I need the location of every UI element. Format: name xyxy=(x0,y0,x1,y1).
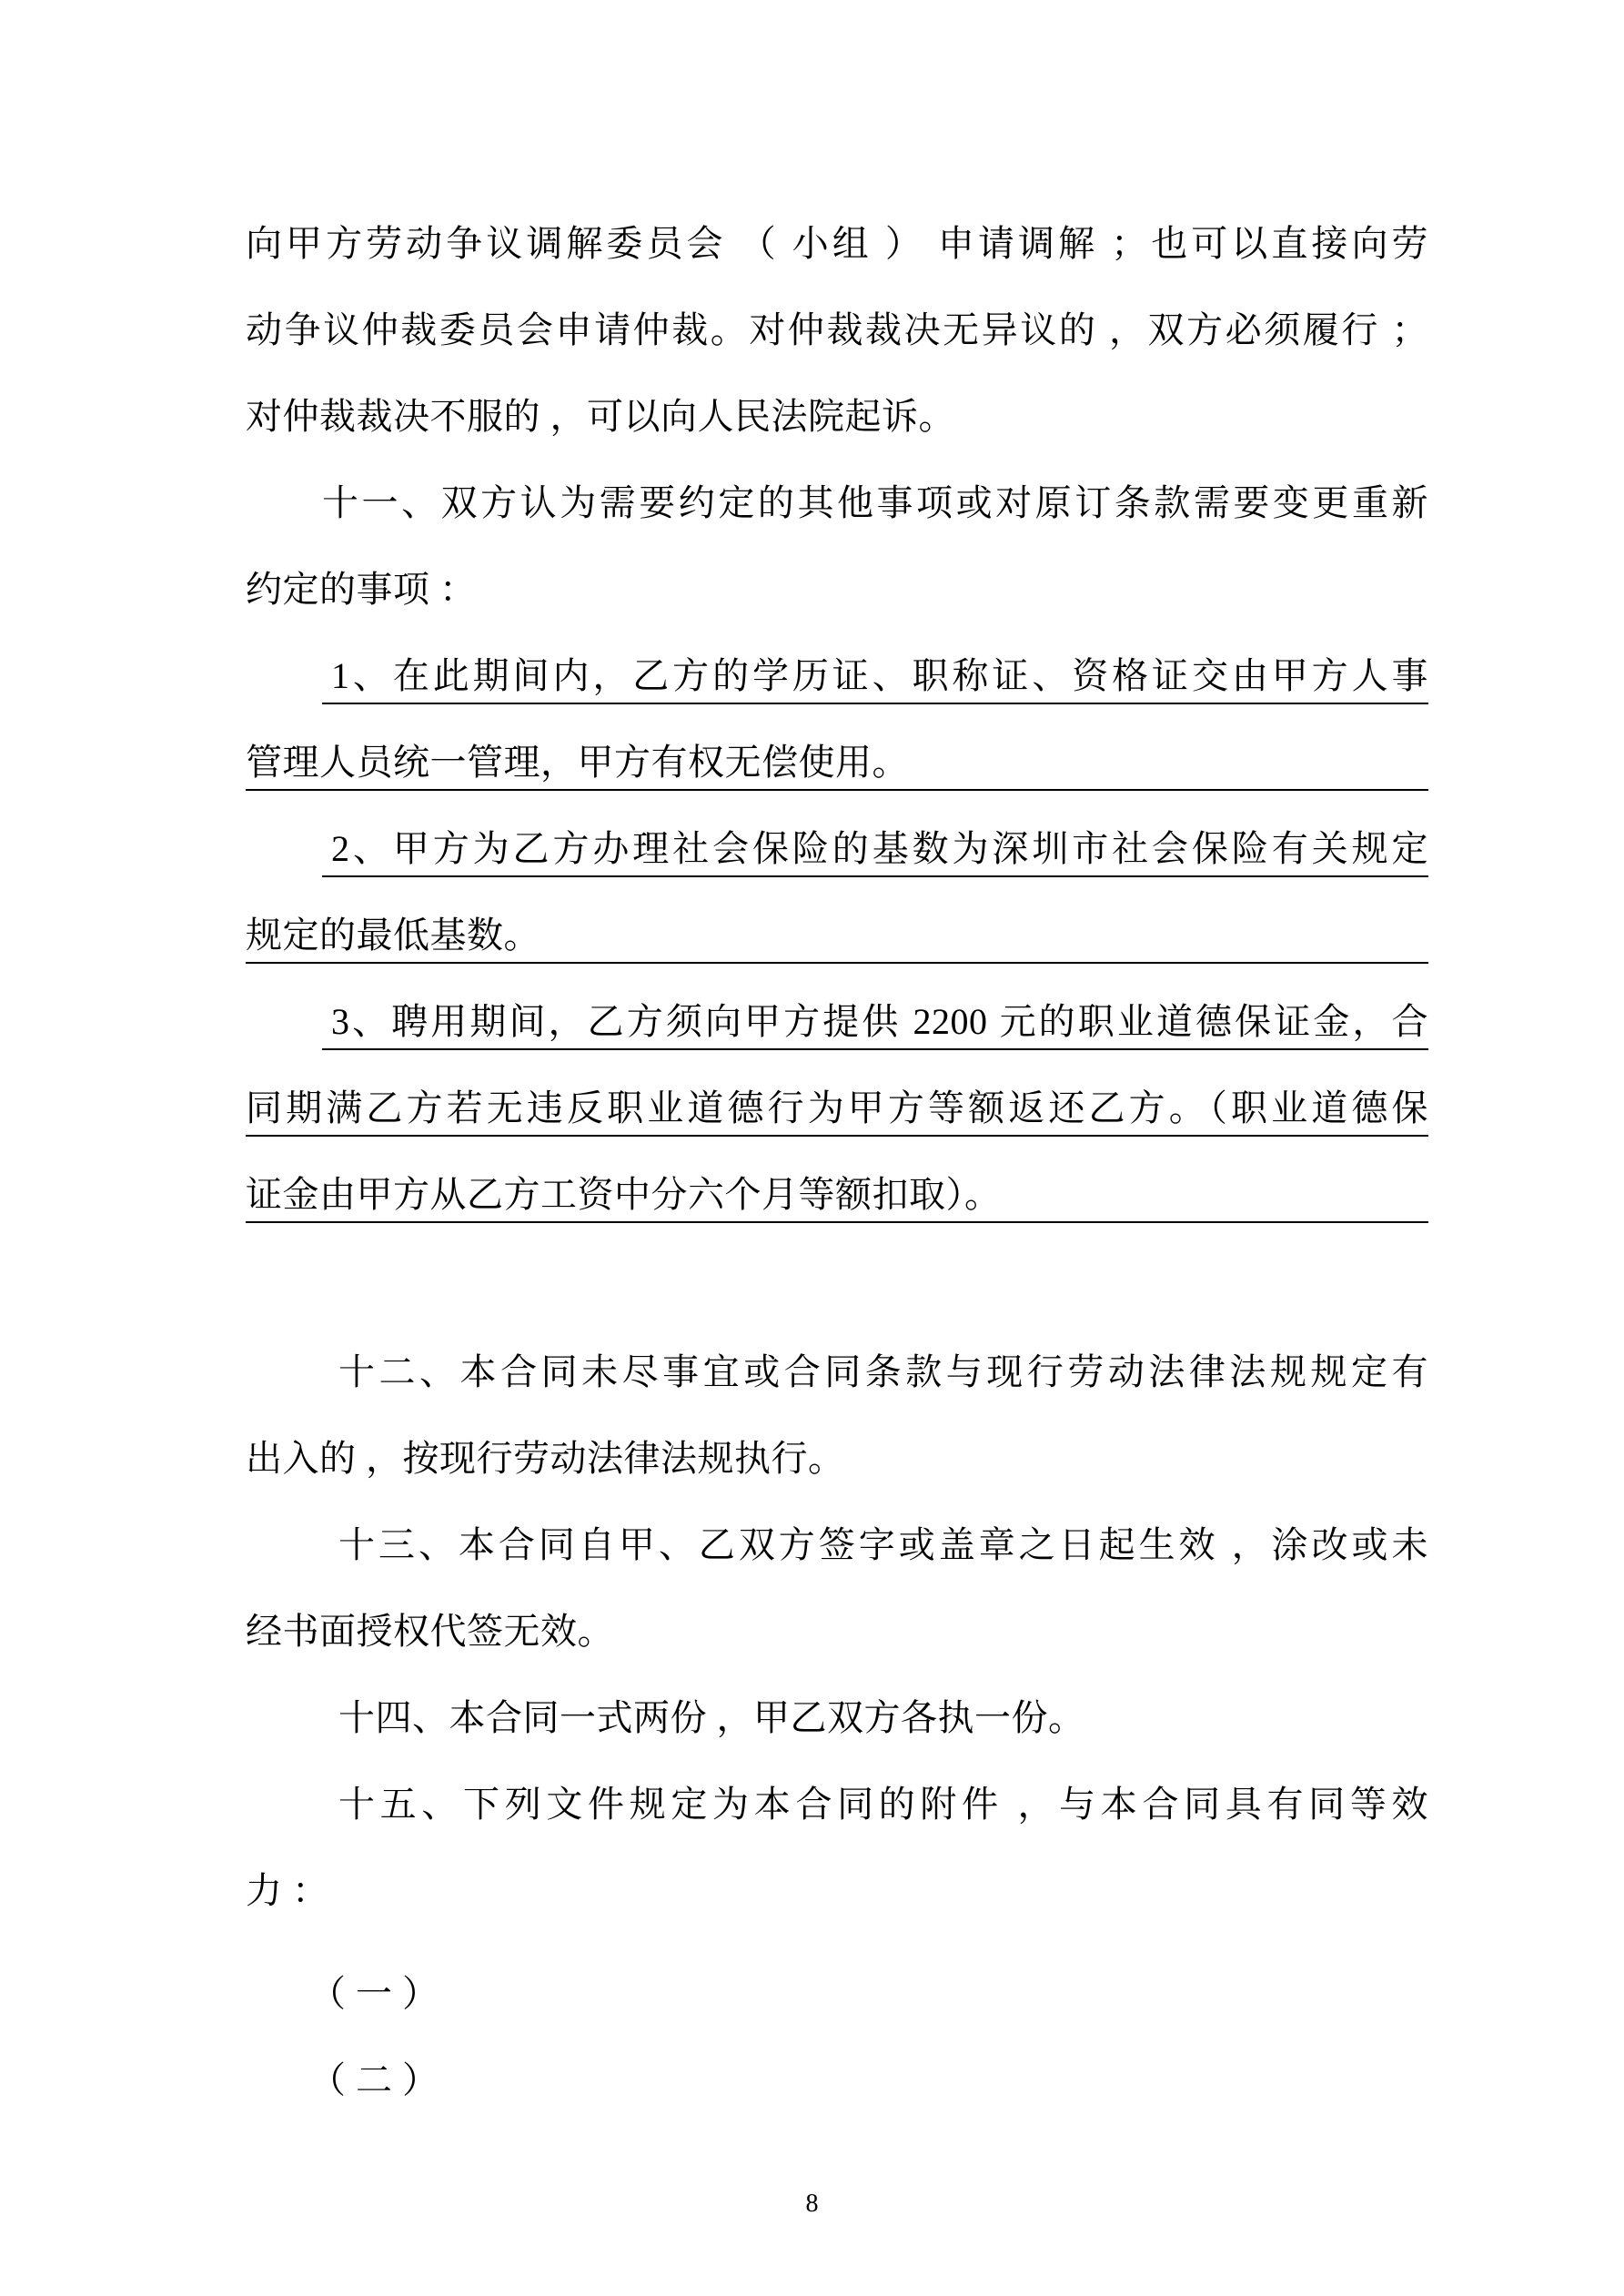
item-2-line-1: 2、甲方为乙方办理社会保险的基数为深圳市社会保险有关规定 xyxy=(246,805,1428,892)
item-3-line-3: 证金由甲方从乙方工资中分六个月等额扣取）。 xyxy=(246,1151,1428,1238)
clause-thirteen-line-2: 经书面授权代签无效。 xyxy=(246,1611,614,1652)
page-number: 8 xyxy=(805,2190,819,2218)
item-3-line-1: 3、聘用期间，乙方须向甲方提供 2200 元的职业道德保证金，合 xyxy=(246,978,1428,1065)
attachment-item-2: （ 二 ） xyxy=(309,2059,439,2100)
clause-thirteen-line-1: 十三、本合同自甲、乙双方签字或盖章之日起生效 ，涂改或未 xyxy=(338,1524,1428,1565)
clause-ten-line-3: 对仲裁裁决不服的 ，可以向人民法院起诉。 xyxy=(246,396,955,437)
clause-twelve-line-1: 十二、本合同未尽事宜或合同条款与现行劳动法律法规规定有 xyxy=(338,1351,1428,1392)
attachment-item-1: （ 一 ） xyxy=(309,1973,439,2014)
item-1-line-1: 1、在此期间内，乙方的学历证、职称证、资格证交由甲方人事 xyxy=(246,632,1428,719)
clause-twelve-line-2: 出入的 ，按现行劳动法律法规执行。 xyxy=(246,1438,845,1479)
clause-eleven-line-1: 十一、双方认为需要约定的其他事项或对原订条款需要变更重新 xyxy=(322,482,1428,523)
clause-eleven-line-2: 约定的事项 ： xyxy=(246,569,477,610)
clause-ten-line-2: 动争议仲裁委员会申请仲裁。对仲裁裁决无异议的 ，双方必须履行 ； xyxy=(246,309,1428,350)
clause-fifteen-line-2: 力 ： xyxy=(246,1870,329,1911)
clause-fourteen-line-1: 十四、本合同一式两份 ，甲乙双方各执一份。 xyxy=(338,1697,1085,1738)
document-body xyxy=(246,200,1428,2123)
item-3-line-2: 同期满乙方若无违反职业道德行为甲方等额返还乙方。（职业道德保 xyxy=(246,1065,1428,1151)
item-2-line-2: 规定的最低基数。 xyxy=(246,892,1428,978)
clause-ten-line-1: 向甲方劳动争议调解委员会 （ 小组 ） 申请调解 ；也可以直接向劳 xyxy=(246,223,1428,264)
clause-fifteen-line-1: 十五、下列文件规定为本合同的附件 ，与本合同具有同等效 xyxy=(338,1784,1428,1825)
item-1-line-2: 管理人员统一管理，甲方有权无偿使用。 xyxy=(246,719,1428,805)
